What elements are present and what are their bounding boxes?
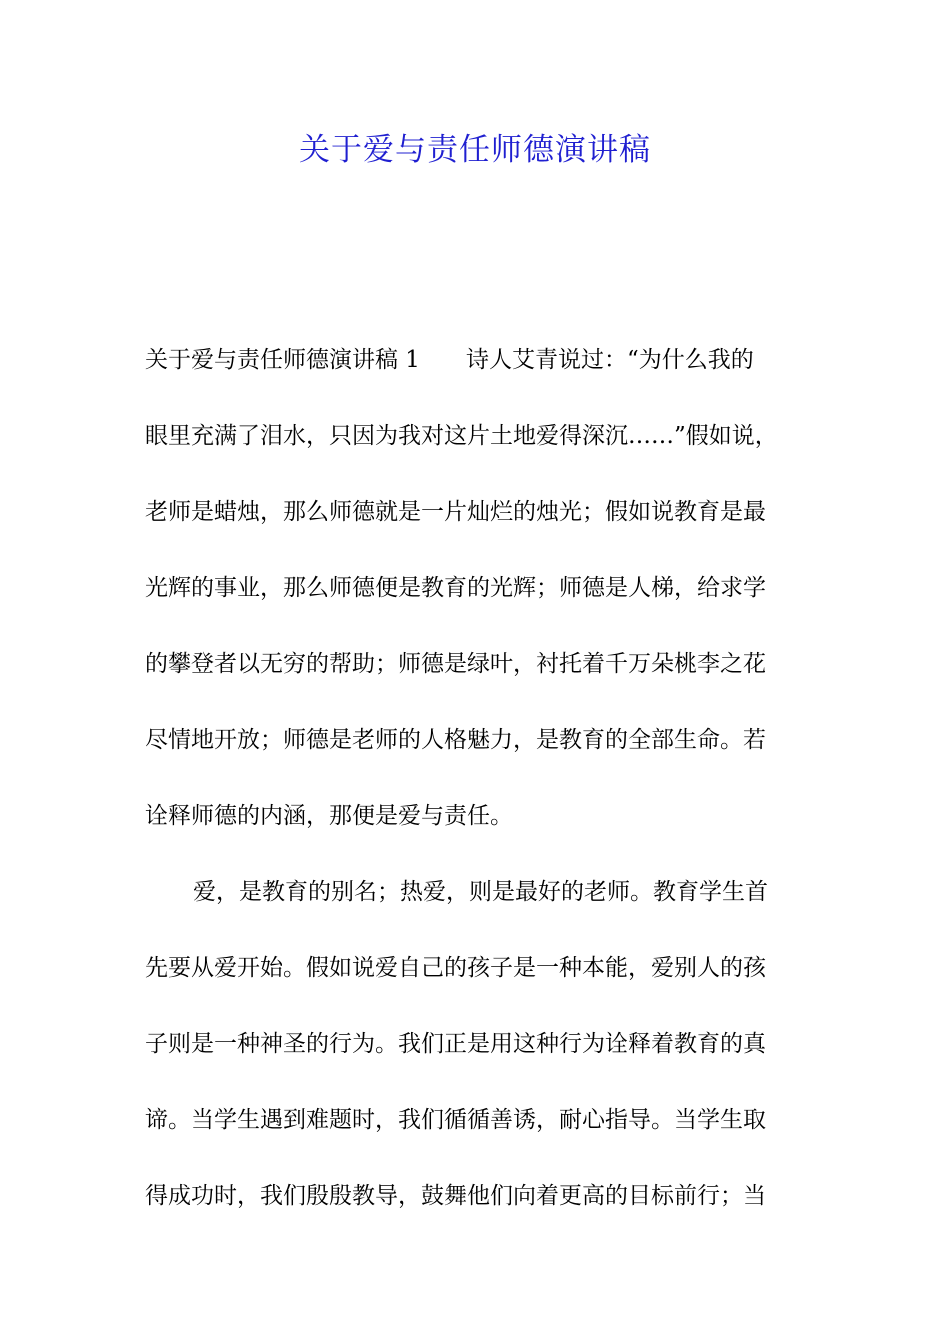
body-line: 得成功时，我们殷殷教导，鼓舞他们向着更高的目标前行；当 xyxy=(145,1183,766,1209)
body-line: 诠释师德的内涵，那便是爱与责任。 xyxy=(145,803,513,829)
body-line: 的攀登者以无穷的帮助；师德是绿叶，衬托着千万朵桃李之花 xyxy=(145,651,766,677)
body-line: 老师是蜡烛，那么师德就是一片灿烂的烛光；假如说教育是最 xyxy=(145,499,766,525)
body-line: 尽情地开放；师德是老师的人格魅力，是教育的全部生命。若 xyxy=(145,727,766,753)
body-line: 谛。当学生遇到难题时，我们循循善诱，耐心指导。当学生取 xyxy=(145,1107,766,1133)
body-line: 关于爱与责任师德演讲稿 1 诗人艾青说过：“为什么我的 xyxy=(145,347,754,373)
body-line: 眼里充满了泪水，只因为我对这片土地爱得深沉……”假如说， xyxy=(145,423,778,449)
document-body xyxy=(145,335,813,1247)
paragraph-start-line: 爱，是教育的别名；热爱，则是最好的老师。教育学生首 xyxy=(193,879,768,905)
body-line: 子则是一种神圣的行为。我们正是用这种行为诠释着教育的真 xyxy=(145,1031,766,1057)
body-line: 光辉的事业，那么师德便是教育的光辉；师德是人梯，给求学 xyxy=(145,575,766,601)
document-title: 关于爱与责任师德演讲稿 xyxy=(299,132,651,168)
body-line: 先要从爱开始。假如说爱自己的孩子是一种本能，爱别人的孩 xyxy=(145,955,766,981)
